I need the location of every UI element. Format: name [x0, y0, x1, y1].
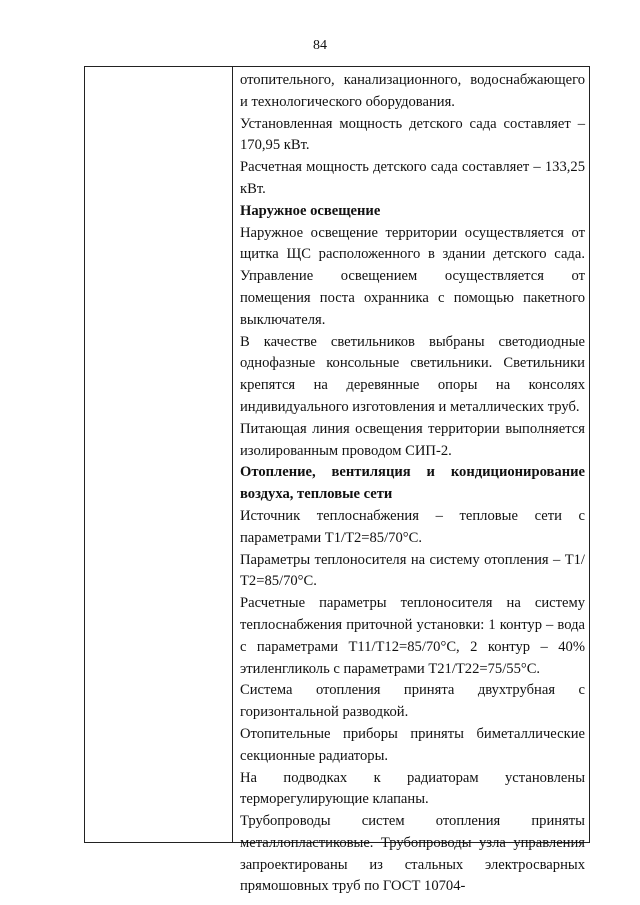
heading-outdoor-lighting: Наружное освещение	[240, 202, 381, 219]
paragraph-valves: На подводках к радиаторам установлены терморегулирующие клапаны.	[240, 769, 585, 808]
paragraph-calculated-power: Расчетная мощность детского сада составляет – 133,25 кВт.	[240, 159, 585, 197]
paragraph-pipelines: Трубопроводы систем отопления приняты металлопластиковые. Трубопроводы узла управления запроектированы из стальных электросварных прямошовных труб по ГОСТ 10704-	[240, 813, 585, 895]
page-number: 84	[313, 38, 327, 53]
paragraph-luminaires: В качестве светильников выбраны светодиодные однофазные консольные светильники. Светильники крепятся на деревянные опоры на консолях индивидуального изготовления и металлических труб.	[240, 333, 585, 415]
heading-heating-ventilation: Отопление, вентиляция и кондиционирование воздуха, тепловые сети	[240, 464, 585, 503]
paragraph-radiators: Отопительные приборы приняты биметаллические секционные радиаторы.	[240, 725, 585, 764]
paragraph-supply-line: Питающая линия освещения территории выполняется изолированным проводом СИП-2.	[240, 420, 585, 459]
paragraph-heat-source: Источник теплоснабжения – тепловые сети с параметрами Т1/Т2=85/70°С.	[240, 507, 585, 546]
column-divider	[232, 67, 233, 842]
table-left-cell	[85, 67, 232, 842]
paragraph-supply-unit-parameters: Расчетные параметры теплоносителя на систему теплоснабжения приточной установки: 1 контур – вода с параметрами Т11/Т12=85/70°С, 2 контур – 40% этиленгликоль с параметрами Т21/Т22=75/55°С.	[240, 595, 585, 677]
paragraph-installed-power: Установленная мощность детского сада составляет – 170,95 кВт.	[240, 115, 585, 154]
paragraph-heating-system: Система отопления принята двухтрубная с горизонтальной разводкой.	[240, 682, 585, 721]
document-table	[84, 66, 590, 895]
paragraph-lighting-control: Наружное освещение территории осуществляется от щитка ЩС расположенного в здании детского сада. Управление освещением осуществляется от помещения поста охранника с помощью пакетного выключателя.	[240, 224, 585, 328]
paragraph-equipment-list: отопительного, канализационного, водоснабжающего и технологического оборудования.	[240, 72, 585, 110]
paragraph-coolant-parameters: Параметры теплоносителя на систему отопления – Т1/Т2=85/70°С.	[240, 551, 585, 590]
table-right-cell	[240, 70, 585, 898]
